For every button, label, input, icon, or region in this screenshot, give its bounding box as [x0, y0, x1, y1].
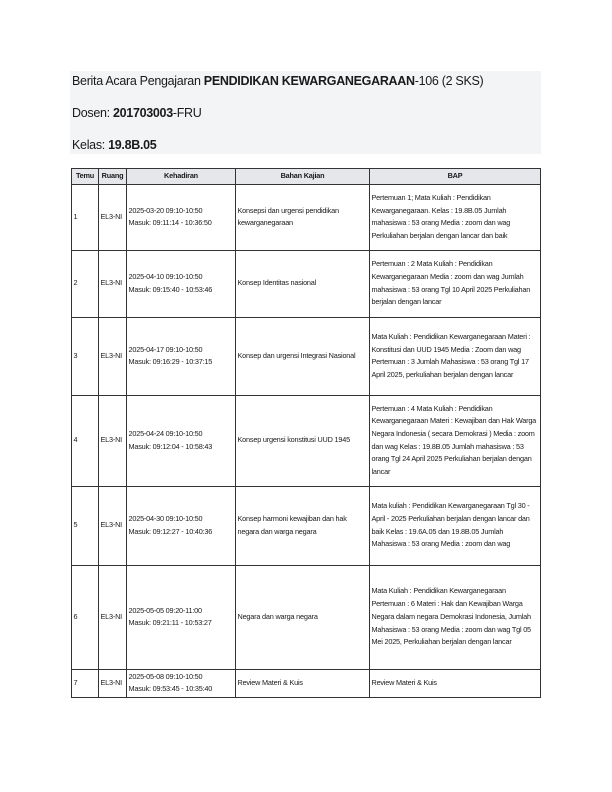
course-code: -106 (2 SKS) — [414, 74, 484, 88]
kehadiran-jadwal: 2025-04-10 09:10-10:50 — [128, 272, 203, 281]
kehadiran-masuk: Masuk: 09:12:27 - 10:40:36 — [128, 526, 213, 536]
cell-kehadiran — [127, 317, 236, 395]
kehadiran-masuk: Masuk: 09:16:29 - 10:37:15 — [128, 357, 213, 367]
cell-bap: Pertemuan : 4 Mata Kuliah : Pendidikan Kewarganegaraan Materi : Kewajiban dan Hak Warga Negara Indonesia ( secara Demokrasi ) Media : zoom dan wag Kelas : 19.8B.05 Jumlah mahasiswa : 53 orang Tgl 24 April 2025 Perkuliahan berjalan dengan lancar — [370, 395, 541, 486]
kelas-line — [72, 138, 156, 152]
kelas-label: Kelas: — [72, 138, 109, 152]
cell-ruang: EL3-NI — [99, 669, 127, 697]
kehadiran-masuk: Masuk: 09:12:04 - 10:58:43 — [128, 441, 213, 451]
table-header-row — [72, 169, 541, 185]
cell-bahan-kajian: Negara dan warga negara — [236, 565, 370, 669]
cell-bahan-kajian: Konsep harmoni kewajiban dan hak negara dan warga negara — [236, 486, 370, 565]
course-name: PENDIDIKAN KEWARGANEGARAAN — [203, 74, 415, 88]
cell-ruang: EL3-NI — [99, 250, 127, 317]
cell-kehadiran — [127, 486, 236, 565]
column-header-bahan-kajian: Bahan Kajian — [236, 169, 370, 185]
table-row — [72, 317, 541, 395]
table-row — [72, 565, 541, 669]
cell-kehadiran — [127, 184, 236, 250]
kehadiran-jadwal: 2025-04-17 09:10-10:50 — [128, 344, 203, 354]
cell-temu: 7 — [72, 669, 99, 697]
cell-ruang: EL3-NI — [99, 317, 127, 395]
cell-ruang: EL3-NI — [99, 486, 127, 565]
column-header-ruang: Ruang — [99, 169, 127, 185]
cell-bahan-kajian: Konsepsi dan urgensi pendidikan kewarganegaraan — [236, 184, 370, 250]
table-row — [72, 486, 541, 565]
cell-ruang: EL3-NI — [99, 395, 127, 486]
cell-kehadiran — [127, 565, 236, 669]
column-header-kehadiran: Kehadiran — [127, 169, 236, 185]
cell-temu: 6 — [72, 565, 99, 669]
cell-bap: Mata Kuliah : Pendidikan Kewarganegaraan Pertemuan : 6 Materi : Hak dan Kewajiban Warga Negara dalam negara Demokrasi Indonesia, Jumlah Mahasiswa : 53 orang Media : zoom dan wag Tgl 05 Mei 2025, Perkuliahan berjalan dengan lancar — [370, 565, 541, 669]
cell-temu: 1 — [72, 184, 99, 250]
dosen-label: Dosen: — [72, 106, 113, 120]
kelas-value: 19.8B.05 — [108, 138, 157, 152]
cell-temu: 2 — [72, 250, 99, 317]
cell-ruang: EL3-NI — [99, 184, 127, 250]
kehadiran-jadwal: 2025-05-05 09:20-11:00 — [128, 605, 202, 615]
cell-kehadiran — [127, 395, 236, 486]
cell-bap: Mata kuliah : Pendidikan Kewarganegaraan Tgl 30 - April - 2025 Perkuliahan berjalan dengan lancar dan baik Kelas : 19.6A.05 dan 19.8B.05 Jumlah Mahasiswa : 53 orang Media : zoom dan wag — [370, 486, 541, 565]
kehadiran-jadwal: 2025-03-20 09:10-10:50 — [128, 205, 203, 215]
cell-temu: 4 — [72, 395, 99, 486]
cell-bahan-kajian: Konsep dan urgensi Integrasi Nasional — [236, 317, 370, 395]
cell-bap: Pertemuan 1; Mata Kuliah : Pendidikan Kewarganegaraan. Kelas : 19.8B.05 Jumlah mahasiswa : 53 orang Media : zoom dan wag Perkuliahan berjalan dengan lancar dan baik — [370, 184, 541, 250]
cell-temu: 5 — [72, 486, 99, 565]
bap-table — [71, 168, 541, 698]
cell-bahan-kajian: Konsep urgensi konstitusi UUD 1945 — [236, 395, 370, 486]
cell-bap: Mata Kuliah : Pendidikan Kewarganegaraan Materi : Konstitusi dan UUD 1945 Media : Zoom dan wag Pertemuan : 3 Jumlah Mahasiswa : 53 orang Tgl 17 April 2025, perkuliahan berjalan dengan lancar — [370, 317, 541, 395]
kehadiran-masuk: Masuk: 09:53:45 - 10:35:40 — [128, 684, 213, 694]
cell-bahan-kajian: Konsep Identitas nasional — [236, 250, 370, 317]
column-header-bap: BAP — [370, 169, 541, 185]
dosen-line — [72, 106, 202, 120]
cell-ruang: EL3-NI — [99, 565, 127, 669]
kehadiran-masuk: Masuk: 09:21:11 - 10:53:27 — [128, 618, 212, 628]
cell-bahan-kajian: Review Materi & Kuis — [236, 669, 370, 697]
table-row — [72, 250, 541, 317]
kehadiran-jadwal: 2025-04-30 09:10-10:50 — [128, 514, 203, 523]
column-header-temu: Temu — [72, 169, 99, 185]
cell-bap: Review Materi & Kuis — [370, 669, 541, 697]
kehadiran-jadwal: 2025-05-08 09:10-10:50 — [128, 671, 203, 681]
title-prefix: Berita Acara Pengajaran — [72, 74, 204, 88]
table-row — [72, 395, 541, 486]
dosen-code: 201703003 — [112, 106, 173, 120]
kehadiran-jadwal: 2025-04-24 09:10-10:50 — [128, 429, 203, 438]
kehadiran-masuk: Masuk: 09:11:14 - 10:36:50 — [128, 218, 212, 228]
cell-bap: Pertemuan : 2 Mata Kuliah : Pendidikan Kewarganegaraan Media : zoom dan wag Jumlah mahasiswa : 53 orang Tgl 10 April 2025 Perkuliahan berjalan dengan lancar — [370, 250, 541, 317]
cell-temu: 3 — [72, 317, 99, 395]
kehadiran-masuk: Masuk: 09:15:40 - 10:53:46 — [128, 284, 213, 294]
cell-kehadiran — [127, 250, 236, 317]
table-row — [72, 669, 541, 697]
cell-kehadiran — [127, 669, 236, 697]
document-title — [72, 74, 483, 88]
table-row — [72, 184, 541, 250]
dosen-initials: -FRU — [172, 106, 202, 120]
